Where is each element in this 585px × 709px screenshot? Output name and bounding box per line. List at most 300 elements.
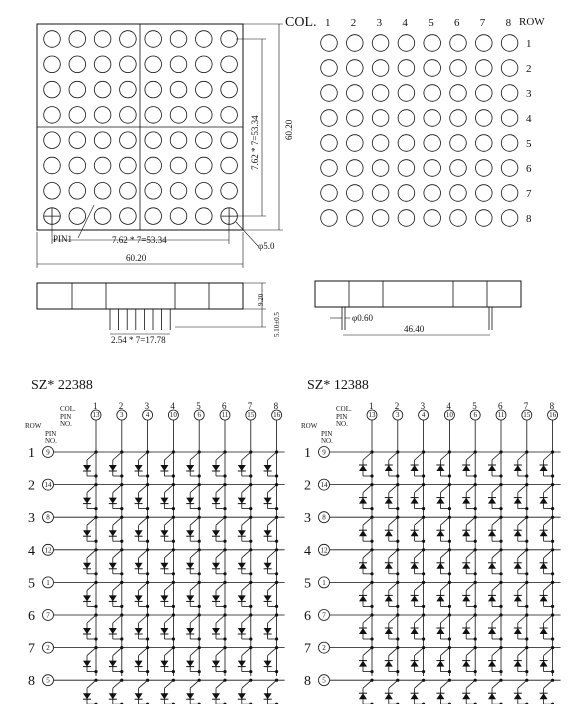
grid-row-label: 4 <box>526 113 532 125</box>
col-label: COL. <box>60 405 76 413</box>
led-diode-symbol <box>436 498 444 504</box>
junction-dot <box>172 572 175 575</box>
grid-dot <box>501 210 518 227</box>
dim-width: 60.20 <box>126 253 147 263</box>
led-diode-symbol <box>186 563 194 569</box>
led-diode-symbol <box>436 595 444 601</box>
grid-row-label: 2 <box>526 63 532 75</box>
junction-dot <box>499 637 502 640</box>
junction-dot <box>370 605 373 608</box>
junction-dot <box>396 474 399 477</box>
col-pin-number: 3 <box>396 411 400 419</box>
led-diode-symbol <box>264 465 272 471</box>
diode-lead <box>87 680 96 688</box>
grid-dot <box>501 135 518 152</box>
dim-pin-pitch: 2.54 * 7=17.78 <box>111 335 166 345</box>
led-diode-symbol <box>436 465 444 471</box>
led-diode-symbol <box>135 465 143 471</box>
junction-dot <box>249 474 252 477</box>
junction-dot <box>146 605 149 608</box>
led-dot <box>170 56 187 73</box>
grid-row-label: 8 <box>526 213 532 225</box>
pin1-leader <box>78 205 94 238</box>
junction-dot <box>370 572 373 575</box>
grid-dot <box>501 160 518 177</box>
led-diode-symbol <box>411 661 419 667</box>
junction-dot <box>223 605 226 608</box>
grid-dot <box>347 85 364 102</box>
led-diode-symbol <box>160 661 168 667</box>
led-diode-symbol <box>186 595 194 601</box>
diode-lead <box>216 615 225 623</box>
diode-lead <box>216 550 225 558</box>
col-pin-number: 10 <box>169 411 177 419</box>
junction-dot <box>94 605 97 608</box>
led-diode-symbol <box>385 661 393 667</box>
junction-dot <box>474 507 477 510</box>
col-number: 3 <box>420 401 426 411</box>
led-dot <box>94 56 111 73</box>
led-dot <box>145 132 162 149</box>
led-dot <box>94 157 111 174</box>
dim-pin-length: 5.10±0.5 <box>273 312 281 337</box>
junction-dot <box>146 572 149 575</box>
grid-dot <box>450 160 467 177</box>
grid-dot <box>476 160 493 177</box>
led-dot <box>69 208 86 225</box>
led-dot <box>120 183 137 200</box>
diode-lead <box>363 615 372 623</box>
led-diode-symbol <box>514 465 522 471</box>
led-dot <box>145 56 162 73</box>
grid-dot <box>398 135 415 152</box>
grid-dot <box>424 110 441 127</box>
grid-dot <box>372 135 389 152</box>
led-dot <box>196 107 213 124</box>
row-pin-number: 8 <box>322 513 326 522</box>
grid-dot <box>450 210 467 227</box>
led-diode-symbol <box>514 628 522 634</box>
grid-dot <box>424 85 441 102</box>
led-diode-symbol <box>212 563 220 569</box>
col-pin-number: 3 <box>120 411 124 419</box>
led-diode-symbol <box>238 465 246 471</box>
junction-dot <box>120 507 123 510</box>
diode-lead <box>518 517 527 525</box>
led-diode-symbol <box>540 661 548 667</box>
led-diode-symbol <box>359 563 367 569</box>
led-diode-symbol <box>160 465 168 471</box>
row-number: 4 <box>28 543 35 559</box>
diode-lead <box>268 615 277 623</box>
diode-lead <box>164 550 173 558</box>
diode-lead <box>440 517 449 525</box>
junction-dot <box>525 540 528 543</box>
led-diode-symbol <box>109 563 117 569</box>
junction-dot <box>249 507 252 510</box>
junction-dot <box>448 474 451 477</box>
grid-dot <box>372 60 389 77</box>
led-diode-symbol <box>462 498 470 504</box>
grid-dot <box>347 210 364 227</box>
led-diode-symbol <box>160 693 168 699</box>
diode-lead <box>440 648 449 656</box>
led-dot <box>120 132 137 149</box>
junction-dot <box>223 507 226 510</box>
side-view-right <box>315 281 521 335</box>
diode-lead <box>415 680 424 688</box>
diode-lead <box>242 615 251 623</box>
col-number: 2 <box>394 401 400 411</box>
diode-lead <box>87 648 96 656</box>
diode-lead <box>190 550 199 558</box>
led-diode-symbol <box>83 563 91 569</box>
col-pin-number: 11 <box>497 411 505 419</box>
led-diode-symbol <box>83 530 91 536</box>
junction-dot <box>422 572 425 575</box>
led-diode-symbol <box>488 595 496 601</box>
led-dot <box>145 157 162 174</box>
led-diode-symbol <box>359 661 367 667</box>
led-diode-symbol <box>514 661 522 667</box>
no-label: NO. <box>60 420 72 428</box>
diode-lead <box>389 550 398 558</box>
junction-dot <box>370 474 373 477</box>
col-pin-number: 16 <box>549 411 557 419</box>
led-diode-symbol <box>238 563 246 569</box>
grid-dot <box>372 35 389 52</box>
side-view-left <box>37 283 281 345</box>
diode-lead <box>216 582 225 590</box>
grid-dot <box>347 135 364 152</box>
diode-lead <box>440 680 449 688</box>
diode-lead <box>466 517 475 525</box>
junction-dot <box>448 637 451 640</box>
led-diode-symbol <box>462 465 470 471</box>
row-pin-number: 14 <box>320 481 328 490</box>
schematic-title: SZ* 12388 <box>307 378 369 393</box>
diode-lead <box>242 485 251 493</box>
diode-lead <box>492 517 501 525</box>
led-diode-symbol <box>135 693 143 699</box>
led-diode-symbol <box>540 693 548 699</box>
junction-dot <box>396 637 399 640</box>
junction-dot <box>551 540 554 543</box>
schematic-title: SZ* 22388 <box>31 378 93 393</box>
led-dot <box>44 81 61 98</box>
col-pin-number: 13 <box>92 411 100 419</box>
junction-dot <box>525 572 528 575</box>
diode-lead <box>164 485 173 493</box>
led-diode-symbol <box>359 498 367 504</box>
led-diode-symbol <box>514 595 522 601</box>
junction-dot <box>249 637 252 640</box>
led-dot <box>94 107 111 124</box>
led-diode-symbol <box>359 465 367 471</box>
led-diode-symbol <box>488 465 496 471</box>
led-diode-symbol <box>411 530 419 536</box>
grid-dot <box>372 185 389 202</box>
led-dot <box>69 157 86 174</box>
row-number: 7 <box>304 641 311 657</box>
led-diode-symbol <box>488 498 496 504</box>
diode-lead <box>139 680 148 688</box>
led-dot <box>120 107 137 124</box>
junction-dot <box>275 507 278 510</box>
junction-dot <box>172 474 175 477</box>
led-dot <box>94 81 111 98</box>
led-diode-symbol <box>385 498 393 504</box>
junction-dot <box>448 540 451 543</box>
led-dot <box>221 81 238 98</box>
junction-dot <box>172 507 175 510</box>
row-number: 1 <box>304 446 311 461</box>
grid-dot <box>501 185 518 202</box>
diode-lead <box>415 517 424 525</box>
diode-lead <box>492 582 501 590</box>
row-pin-number: 1 <box>46 578 50 587</box>
junction-dot <box>499 540 502 543</box>
led-diode-symbol <box>212 498 220 504</box>
diode-lead <box>415 615 424 623</box>
dim-height: 60.20 <box>284 119 294 140</box>
led-diode-symbol <box>160 563 168 569</box>
junction-dot <box>551 572 554 575</box>
row-number: 2 <box>28 478 35 494</box>
junction-dot <box>370 507 373 510</box>
junction-dot <box>198 474 201 477</box>
diode-lead <box>389 680 398 688</box>
diode-lead <box>518 582 527 590</box>
grid-col-label: 2 <box>350 17 357 29</box>
led-diode-symbol <box>212 465 220 471</box>
diode-lead <box>544 648 553 656</box>
diode-lead <box>544 452 553 460</box>
diode-lead <box>268 582 277 590</box>
diode-lead <box>190 452 199 460</box>
diode-lead <box>466 648 475 656</box>
grid-dot <box>424 35 441 52</box>
diode-lead <box>415 485 424 493</box>
grid-dot <box>450 110 467 127</box>
diode-lead <box>544 485 553 493</box>
grid-dot <box>501 35 518 52</box>
dim-pitch-horizontal: 7.62 * 7=53.34 <box>112 235 167 245</box>
row-number: 3 <box>304 511 311 527</box>
led-diode-symbol <box>462 661 470 667</box>
diode-lead <box>363 680 372 688</box>
led-dot <box>94 132 111 149</box>
led-diode-symbol <box>109 628 117 634</box>
grid-dot <box>398 160 415 177</box>
led-diode-symbol <box>514 530 522 536</box>
led-diode-symbol <box>436 563 444 569</box>
diode-lead <box>415 550 424 558</box>
grid-row-label: 6 <box>526 163 532 175</box>
junction-dot <box>551 637 554 640</box>
row-pin-number: 8 <box>46 513 50 522</box>
diode-lead <box>139 550 148 558</box>
diode-lead <box>518 550 527 558</box>
col-header: COL. <box>285 15 317 30</box>
grid-dot <box>424 135 441 152</box>
col-number: 8 <box>273 401 279 411</box>
col-number: 7 <box>247 401 253 411</box>
col-number: 5 <box>196 401 201 411</box>
col-number: 4 <box>446 401 451 411</box>
pin-label: PIN <box>45 430 57 438</box>
grid-col-label: 7 <box>479 17 486 29</box>
row-pin-number: 7 <box>322 611 326 620</box>
junction-dot <box>223 637 226 640</box>
diode-lead <box>363 485 372 493</box>
led-diode-symbol <box>212 628 220 634</box>
junction-dot <box>422 507 425 510</box>
led-dot <box>170 183 187 200</box>
col-pin-number: 10 <box>445 411 453 419</box>
col-number: 6 <box>498 401 503 411</box>
led-diode-symbol <box>385 465 393 471</box>
diode-lead <box>466 615 475 623</box>
grid-col-label: 1 <box>325 17 331 29</box>
row-label: ROW <box>25 422 42 430</box>
col-pin-number: 6 <box>197 411 201 419</box>
diode-lead <box>190 485 199 493</box>
row-number: 8 <box>304 674 311 690</box>
led-dot <box>145 208 162 225</box>
led-diode-symbol <box>462 693 470 699</box>
led-dot <box>69 183 86 200</box>
grid-dot <box>347 35 364 52</box>
diode-lead <box>363 550 372 558</box>
junction-dot <box>146 540 149 543</box>
diode-lead <box>190 615 199 623</box>
led-diode-symbol <box>385 693 393 699</box>
led-diode-symbol <box>411 465 419 471</box>
diode-lead <box>389 517 398 525</box>
junction-dot <box>448 605 451 608</box>
junction-dot <box>223 540 226 543</box>
diode-lead <box>139 485 148 493</box>
led-dot <box>170 132 187 149</box>
led-diode-symbol <box>186 628 194 634</box>
row-pin-number: 5 <box>46 676 50 685</box>
junction-dot <box>525 474 528 477</box>
col-number: 6 <box>222 401 227 411</box>
led-diode-symbol <box>135 595 143 601</box>
led-diode-symbol <box>540 595 548 601</box>
diode-lead <box>492 648 501 656</box>
led-dot <box>196 183 213 200</box>
junction-dot <box>396 572 399 575</box>
led-diode-symbol <box>436 530 444 536</box>
diode-lead <box>492 615 501 623</box>
junction-dot <box>499 474 502 477</box>
led-diode-symbol <box>264 498 272 504</box>
led-diode-symbol <box>411 595 419 601</box>
diode-lead <box>363 452 372 460</box>
diode-lead <box>268 550 277 558</box>
led-diode-symbol <box>488 693 496 699</box>
junction-dot <box>275 637 278 640</box>
led-dot <box>145 107 162 124</box>
grid-col-labels <box>325 17 512 29</box>
led-diode-symbol <box>83 661 91 667</box>
diode-lead <box>113 648 122 656</box>
diode-lead <box>544 550 553 558</box>
led-diode-symbol <box>109 465 117 471</box>
led-dot <box>120 81 137 98</box>
junction-dot <box>551 605 554 608</box>
grid-row-label: 7 <box>526 188 532 200</box>
grid-dot <box>398 185 415 202</box>
led-diode-symbol <box>160 628 168 634</box>
diode-lead <box>440 485 449 493</box>
diode-lead <box>268 452 277 460</box>
grid-row-label: 5 <box>526 138 532 150</box>
grid-dot <box>398 110 415 127</box>
no-label: NO. <box>45 437 57 445</box>
junction-dot <box>94 637 97 640</box>
diode-lead <box>242 517 251 525</box>
junction-dot <box>94 540 97 543</box>
grid-dot <box>372 110 389 127</box>
col-pin-number: 11 <box>221 411 229 419</box>
junction-dot <box>94 474 97 477</box>
junction-dot <box>474 474 477 477</box>
led-diode-symbol <box>186 693 194 699</box>
col-pin-number: 15 <box>523 411 531 419</box>
diode-lead <box>242 550 251 558</box>
grid-dot <box>321 135 338 152</box>
led-diode-symbol <box>514 498 522 504</box>
no-label: NO. <box>321 437 333 445</box>
led-diode-symbol <box>264 628 272 634</box>
led-dot <box>69 132 86 149</box>
led-dot <box>170 208 187 225</box>
junction-dot <box>474 637 477 640</box>
led-dot <box>196 56 213 73</box>
junction-dot <box>275 474 278 477</box>
diode-lead <box>164 648 173 656</box>
diode-lead <box>466 452 475 460</box>
junction-dot <box>120 637 123 640</box>
dim-pitch-vertical: 7.62 * 7=53.34 <box>250 115 260 170</box>
led-diode-symbol <box>264 530 272 536</box>
led-dot <box>120 31 137 48</box>
grid-col-label: 6 <box>454 17 460 29</box>
grid-dot <box>321 110 338 127</box>
junction-dot <box>474 572 477 575</box>
row-pin-number: 2 <box>46 644 50 653</box>
led-diode-symbol <box>109 661 117 667</box>
grid-col-label: 5 <box>428 17 434 29</box>
led-diode-symbol <box>109 595 117 601</box>
junction-dot <box>249 605 252 608</box>
grid-dot <box>476 210 493 227</box>
diode-lead <box>139 615 148 623</box>
grid-dot <box>501 60 518 77</box>
col-pin-number: 13 <box>368 411 376 419</box>
led-dot <box>196 208 213 225</box>
diode-lead <box>544 582 553 590</box>
junction-dot <box>249 670 252 673</box>
junction-dot <box>551 670 554 673</box>
junction-dot <box>198 540 201 543</box>
led-dot <box>120 56 137 73</box>
grid-dot <box>372 85 389 102</box>
diode-lead <box>466 680 475 688</box>
